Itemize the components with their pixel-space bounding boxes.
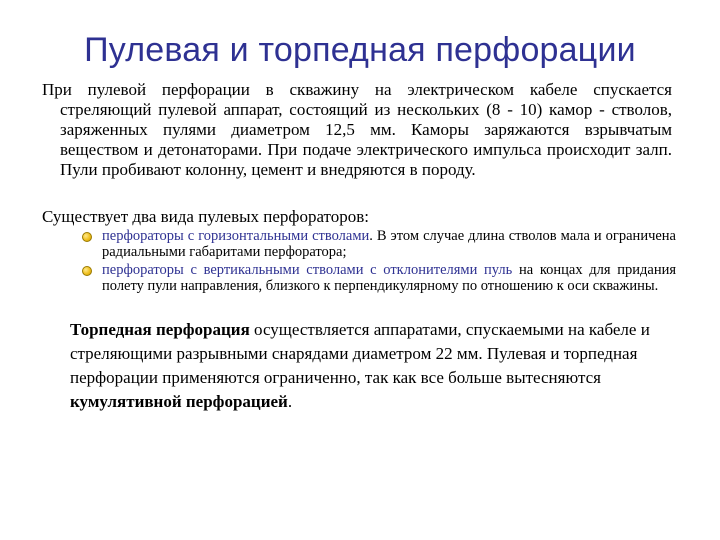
slide-title: Пулевая и торпедная перфорации xyxy=(84,31,636,69)
torpedo-term: Торпедная перфорация xyxy=(70,320,250,339)
vertical-desc: на концах для придания полету пули направления, близкого к перпендикулярному по отношению к оси скважины. xyxy=(102,262,677,294)
torpedo-end: . xyxy=(287,392,293,411)
paragraph-torpedo-perforation xyxy=(70,318,680,414)
bullet-dot-icon xyxy=(82,232,92,242)
vertical-term: перфораторы с вертикальными стволами с отклонителями пуль xyxy=(102,262,513,278)
torpedo-text: осуществляется аппаратами, спускаемыми на кабеле и стреляющими разрывными снарядами диаметром 22 мм. Пулевая и торпедная перфорации применяются ограниченно, так как все больше вытесняются xyxy=(70,320,650,387)
paragraph-bullet-perforation: При пулевой перфорации в скважину на электрическом кабеле спускается стреляющий пулевой аппарат, состоящий из нескольких (8 - 10) камор - стволов, заряженных пулями диаметром 12,5 мм. Каморы заряжаются взрывчатым веществом и детонаторами. При подаче электрического импульса происходит залп. Пули пробивают колонну, цемент и внедряются в породу. xyxy=(42,80,672,179)
bullet-dot-icon xyxy=(82,266,92,276)
list-item-vertical xyxy=(80,262,676,294)
list-item-horizontal xyxy=(80,228,676,260)
horizontal-term: перфораторы с горизонтальными стволами xyxy=(102,228,370,244)
horizontal-desc: . В этом случае длина стволов мала и ограничена радиальными габаритами перфоратора; xyxy=(102,228,676,260)
paragraph-types-intro: Существует два вида пулевых перфораторов: xyxy=(42,207,370,226)
perforator-types-list xyxy=(80,228,676,296)
cumulative-term: кумулятивной перфорацией xyxy=(70,392,288,411)
